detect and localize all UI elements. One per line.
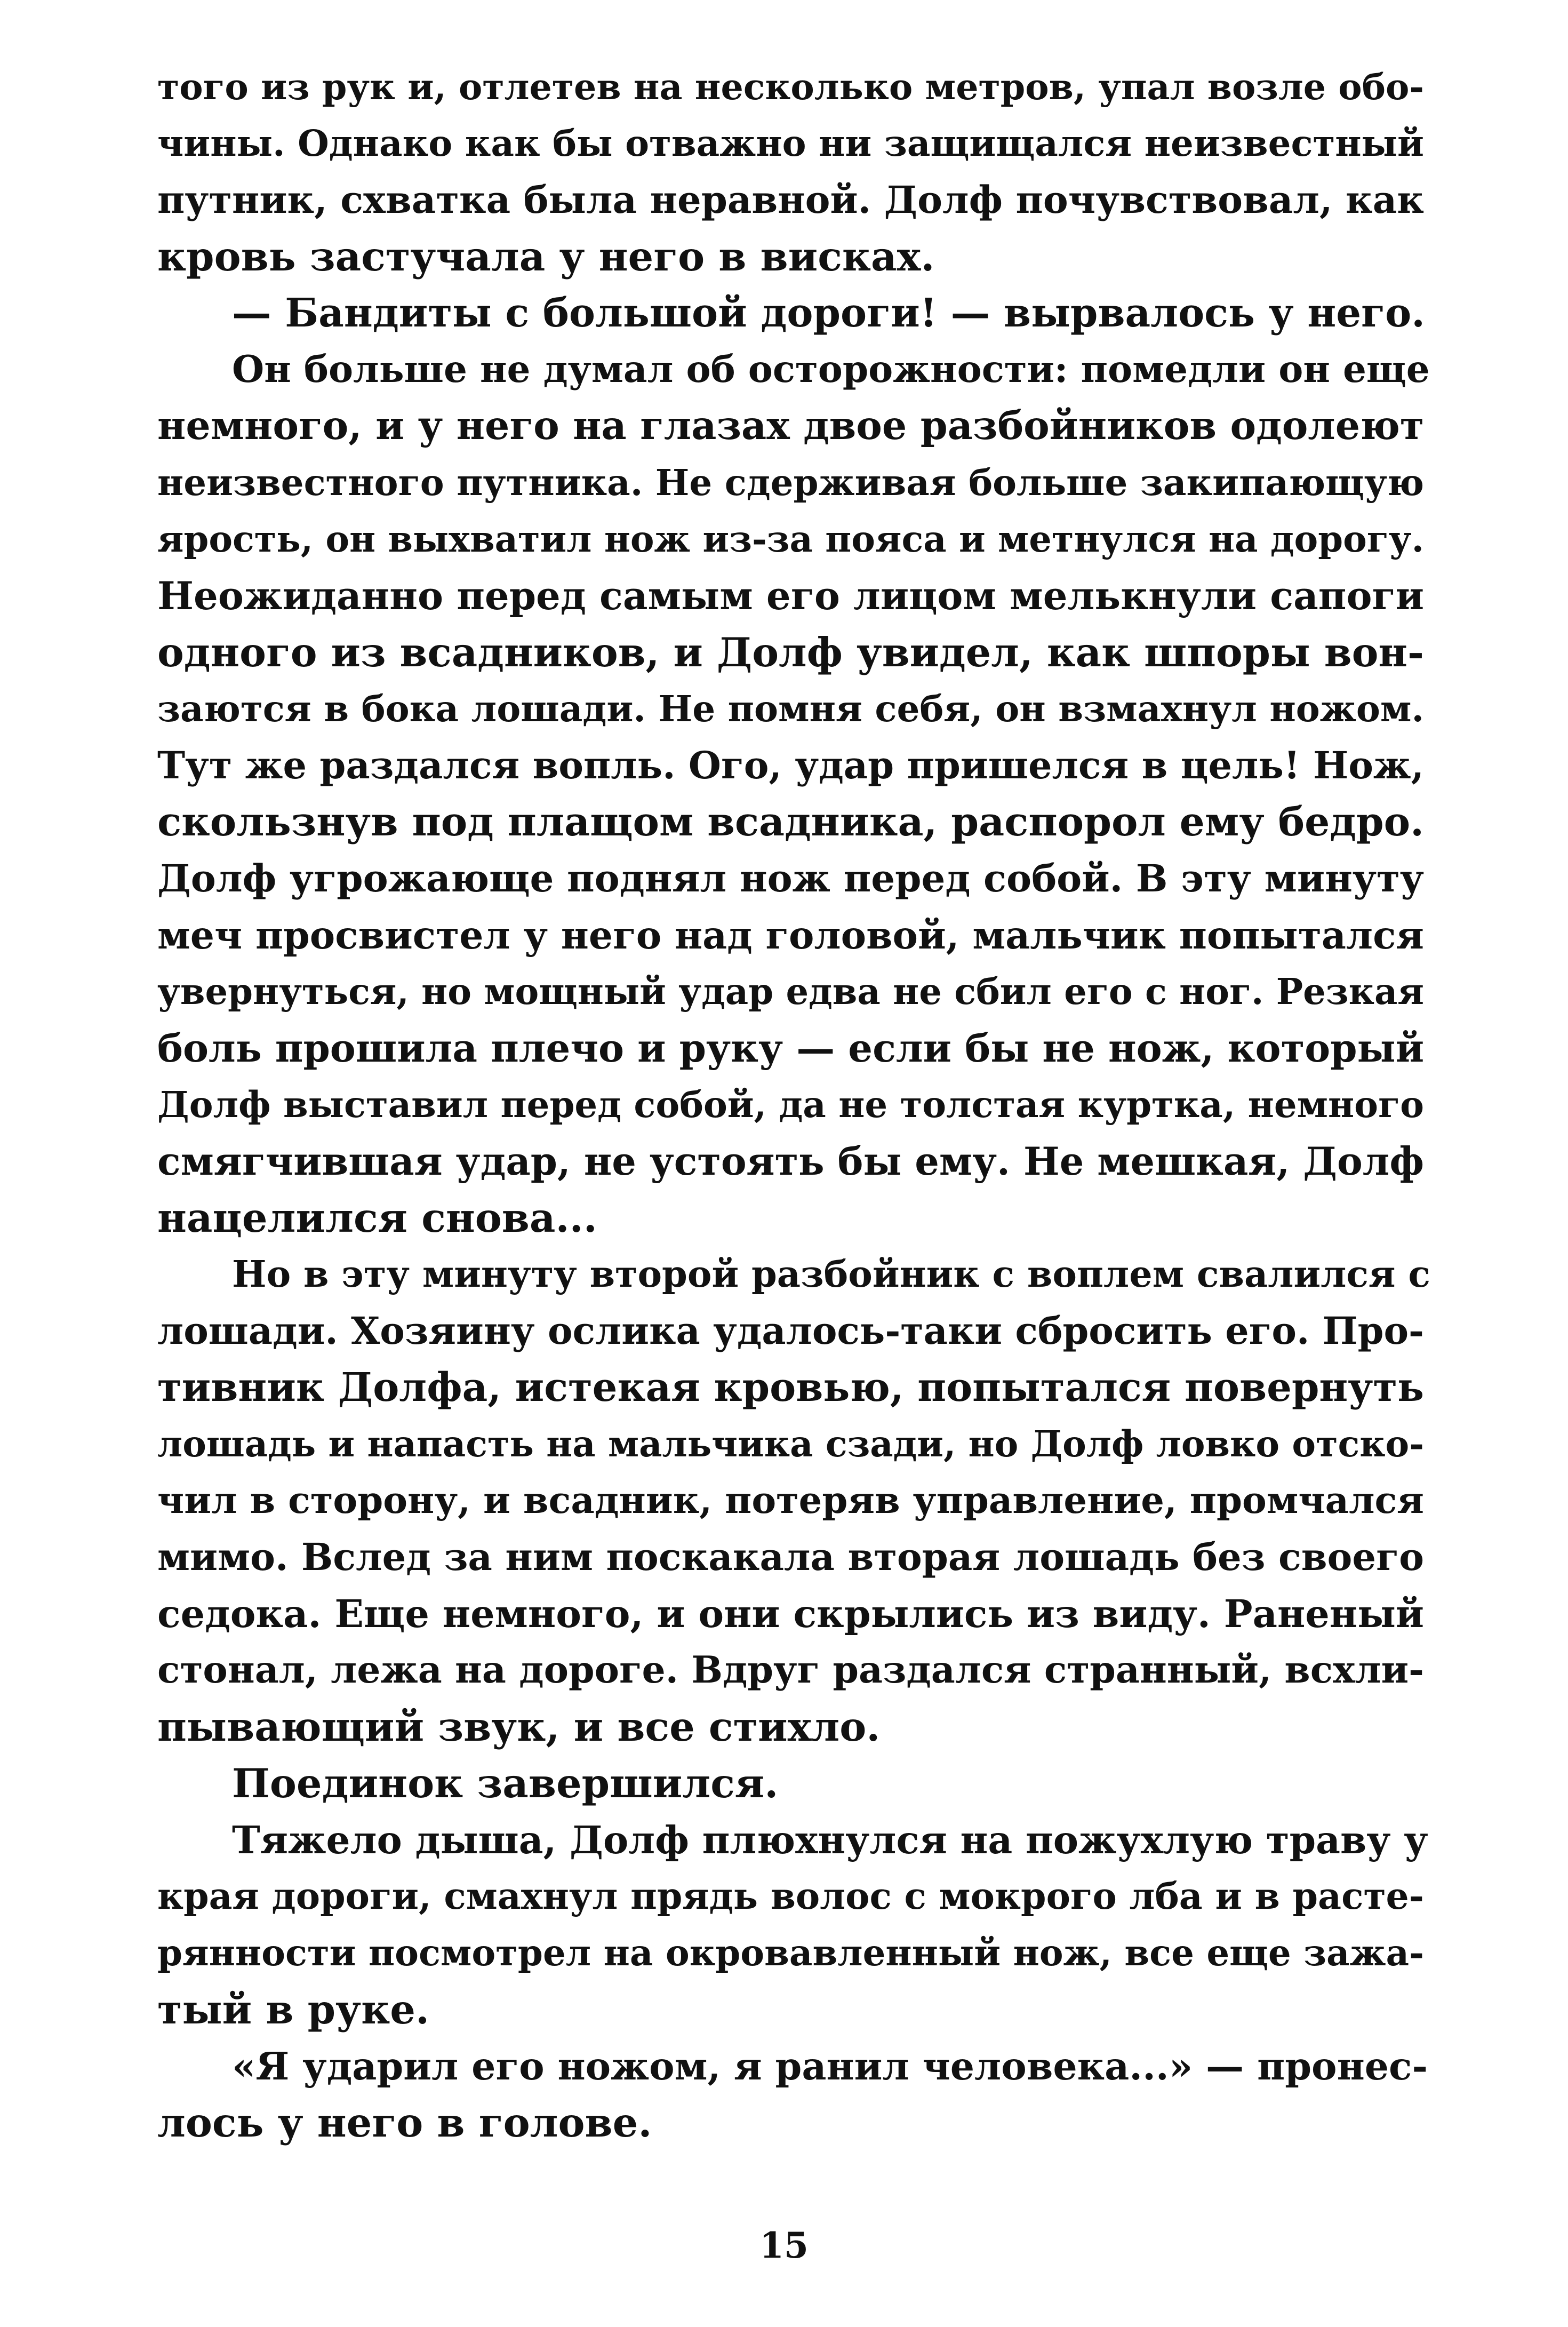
- text-line: неизвестного путника. Не сдерживая больше закипающую: [157, 461, 1424, 504]
- text-line: меч просвистел у него над головой, мальчик попытался: [157, 913, 1424, 958]
- text-line: стонал, лежа на дороге. Вдруг раздался странный, всхли-: [157, 1648, 1424, 1692]
- text-line: — Бандиты с большой дороги! — вырвалось у него.: [232, 290, 1425, 336]
- text-line: Долф выставил перед собой, да не толстая куртка, немного: [157, 1083, 1424, 1126]
- text-line: того из рук и, отлетев на несколько метров, упал возле обо-: [157, 66, 1424, 108]
- text-line: Он больше не думал об осторожности: помедли он еще: [232, 348, 1430, 391]
- text-line: Тут же раздался вопль. Ого, удар пришелся в цель! Нож,: [157, 743, 1424, 787]
- text-line: Долф угрожающе поднял нож перед собой. В эту минуту: [157, 856, 1424, 900]
- text-line: смягчившая удар, не устоять бы ему. Не мешкая, Долф: [157, 1139, 1425, 1184]
- text-line: чил в сторону, и всадник, потеряв управление, промчался: [157, 1479, 1424, 1522]
- text-line: немного, и у него на глазах двое разбойников одолеют: [157, 403, 1424, 449]
- text-line: одного из всадников, и Долф увидел, как шпоры вон-: [157, 629, 1424, 676]
- text-line: нацелился снова...: [157, 1194, 597, 1241]
- text-line: пывающий звук, и все стихло.: [157, 1703, 881, 1750]
- text-line: тый в руке.: [157, 1986, 430, 2033]
- text-line: чины. Однако как бы отважно ни защищался неизвестный: [157, 122, 1424, 164]
- text-line: кровь застучала у него в висках.: [157, 233, 935, 280]
- text-line: путник, схватка была неравной. Долф почувствовал, как: [157, 178, 1424, 222]
- text-line: рянности посмотрел на окровавленный нож, все еще зажа-: [157, 1932, 1424, 1974]
- text-line: Но в эту минуту второй разбойник с воплем свалился с: [232, 1253, 1430, 1296]
- text-line: увернуться, но мощный удар едва не сбил его с ног. Резкая: [157, 970, 1424, 1013]
- text-line: заются в бока лошади. Не помня себя, он взмахнул ножом.: [157, 688, 1424, 730]
- text-line: тивник Долфа, истекая кровью, попытался повернуть: [157, 1365, 1424, 1410]
- text-line: Тяжело дыша, Долф плюхнулся на пожухлую траву у: [232, 1818, 1428, 1862]
- page-number: 15: [759, 2225, 809, 2266]
- text-line: скользнув под плащом всадника, распорол ему бедро.: [157, 799, 1424, 845]
- text-line: края дороги, смахнул прядь волос с мокрого лба и в расте-: [157, 1875, 1424, 1918]
- text-line: Поединок завершился.: [232, 1760, 779, 1807]
- text-line: мимо. Вслед за ним поскакала вторая лошадь без своего: [157, 1535, 1424, 1579]
- text-line: Неожиданно перед самым его лицом мелькнули сапоги: [157, 573, 1424, 618]
- text-line: ярость, он выхватил нож из-за пояса и метнулся на дорогу.: [157, 518, 1424, 560]
- text-line: лошади. Хозяину ослика удалось-таки сбросить его. Про-: [157, 1309, 1424, 1353]
- body-text: [157, 59, 1430, 2151]
- text-line: «Я ударил его ножом, я ранил человека...» — пронес-: [232, 2044, 1428, 2089]
- text-line: боль прошила плечо и руку — если бы не нож, который: [157, 1025, 1425, 1071]
- text-line: седока. Еще немного, и они скрылись из виду. Раненый: [157, 1591, 1424, 1636]
- text-line: лось у него в голове.: [157, 2099, 652, 2146]
- text-line: лошадь и напасть на мальчика сзади, но Долф ловко отско-: [157, 1423, 1424, 1465]
